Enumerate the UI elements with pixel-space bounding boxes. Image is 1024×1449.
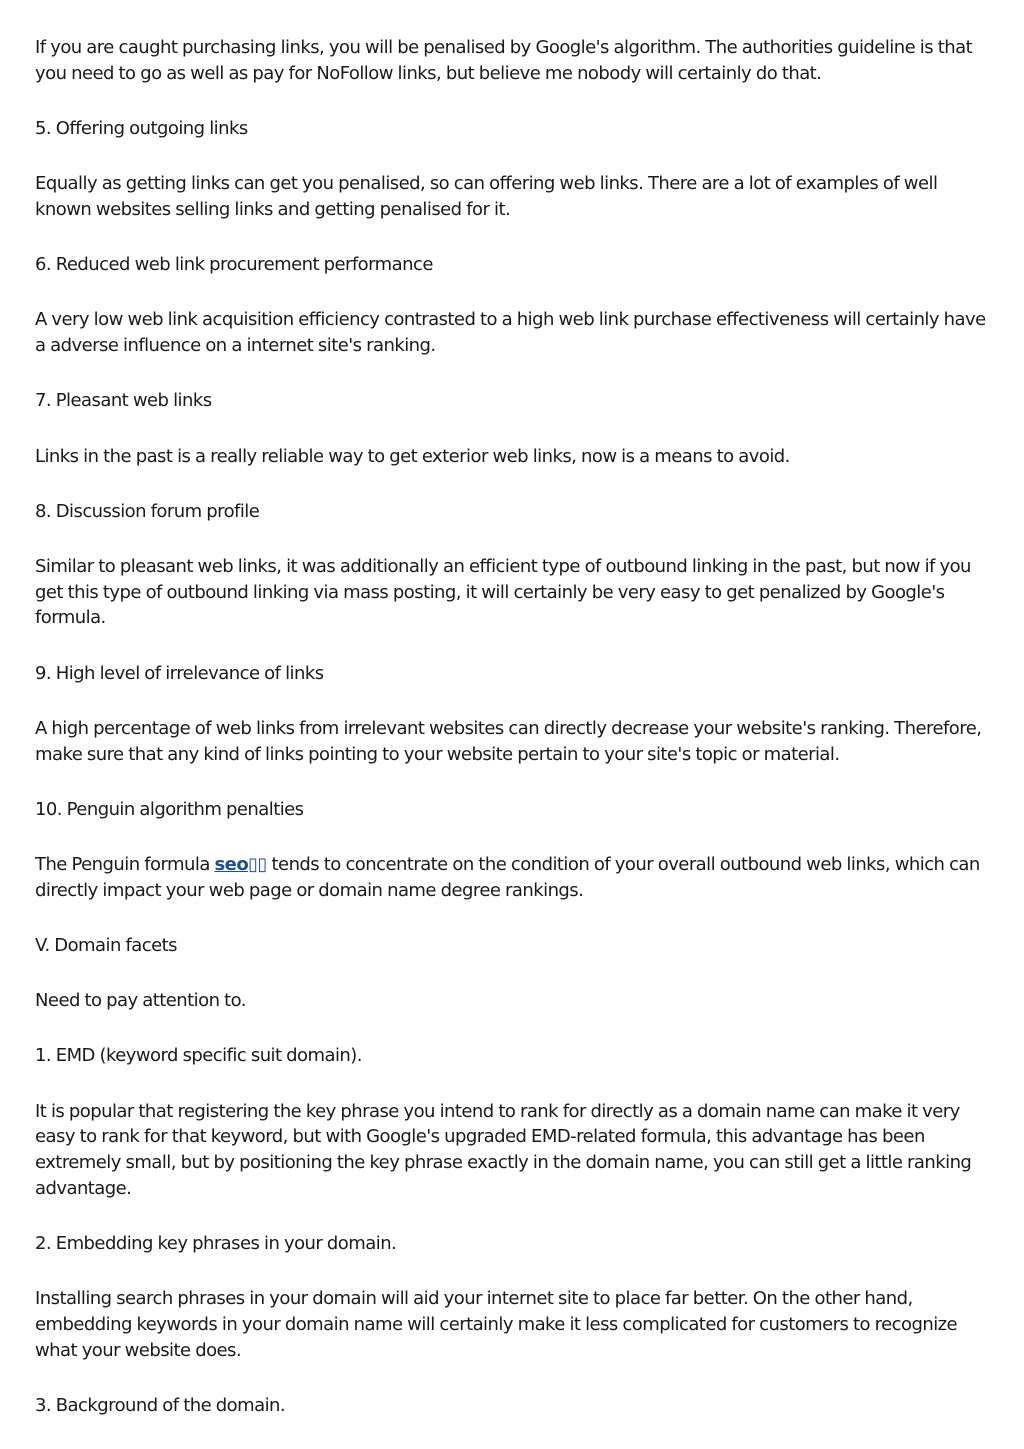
paragraph-offering-links: Equally as getting links can get you penalised, so can offering web links. There are a lot of examples of well known websites selling links and getting penalised for it. [35, 173, 938, 220]
paragraph-emd: It is popular that registering the key phrase you intend to rank for directly as a domain name can make it very easy to rank for that keyword, but with Google's upgraded EMD-related formula, this advantage has been extremely small, but by positioning the key phrase exactly in the domain name, you can still get a little ranking advantage. [35, 1100, 972, 1199]
paragraph-irrelevance: A high percentage of web links from irrelevant websites can directly decrease your website's ranking. Therefore, make sure that any kind of links pointing to your website pertain to your site's topic or material. [35, 717, 982, 765]
heading-embedding-keywords: 2. Embedding key phrases in your domain. [35, 1233, 397, 1255]
penguin-text-before: The Penguin formula [35, 854, 215, 876]
paragraph-link-acquisition: A very low web link acquisition efficiency contrasted to a high web link purchase effectiveness will certainly have a adverse influence on a internet site's ranking. [35, 309, 986, 357]
heading-domain-background: 3. Background of the domain. [35, 1395, 286, 1417]
paragraph-pleasant-links: Links in the past is a really reliable way to get exterior web links, now is a means to avoid. [35, 445, 790, 467]
paragraph-forum-profile: Similar to pleasant web links, it was additionally an efficient type of outbound linking in the past, but now if you get this type of outbound linking via mass posting, it will certainly be very easy to get penalized by Google's formula. [35, 555, 971, 629]
heading-forum-profile: 8. Discussion forum profile [35, 500, 260, 522]
heading-offering-outgoing-links: 5. Offering outgoing links [35, 117, 248, 139]
heading-irrelevance: 9. High level of irrelevance of links [35, 662, 324, 684]
penguin-text-after: tends to concentrate on the condition of your overall outbound web links, which can directly impact your web page or domain name degree rankings. [35, 854, 980, 901]
heading-link-procurement: 6. Reduced web link procurement performance [35, 254, 433, 276]
seo-link[interactable]: seo▯▯ [214, 854, 267, 876]
paragraph-embedding-keywords: Installing search phrases in your domain will aid your internet site to place far better. On the other hand, embedding keywords in your domain name will certainly make it less complicated for customers to recognize what your website does. [35, 1288, 958, 1361]
heading-emd: 1. EMD (keyword specific suit domain). [35, 1045, 362, 1067]
paragraph-attention: Need to pay attention to. [35, 990, 246, 1012]
document-body [35, 35, 995, 1448]
paragraph-penguin [35, 852, 995, 904]
heading-domain-facets: V. Domain facets [35, 935, 177, 957]
heading-penguin: 10. Penguin algorithm penalties [35, 798, 304, 820]
paragraph-nofollow: If you are caught purchasing links, you will be penalised by Google's algorithm. The authorities guideline is that you need to go as well as pay for NoFollow links, but believe me nobody will certainly do that. [35, 37, 973, 84]
heading-pleasant-links: 7. Pleasant web links [35, 390, 212, 412]
